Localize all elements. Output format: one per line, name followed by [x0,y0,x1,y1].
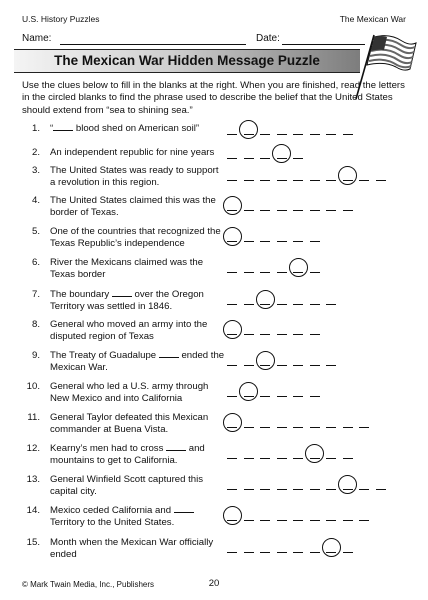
answer-blank[interactable] [343,427,353,428]
clue-text: General who led a U.S. army through New Mexico and into California [50,381,209,404]
answer-blanks[interactable] [227,497,417,523]
answer-blank[interactable] [293,520,303,521]
clue-number: 11. [27,412,40,423]
clue-text: The United States was ready to support a revolution in this region. [50,165,219,188]
clue-text-before: Mexico ceded California and [50,505,174,516]
clue-text: General Taylor defeated this Mexican commander at Buena Vista. [50,412,209,435]
answer-blank[interactable] [310,489,320,490]
clue-number: 10. [26,381,40,392]
answer-blank[interactable] [244,427,254,428]
answer-blank[interactable] [326,489,336,490]
answer-blanks[interactable] [227,342,417,368]
clue-number: 3. [31,165,40,176]
clue-text: River the Mexicans claimed was the Texas border [50,257,204,280]
answer-blank[interactable] [227,365,237,366]
answer-blank[interactable] [260,458,270,459]
answer-blank[interactable] [326,304,336,305]
clue-text-before: Kearny’s men had to cross [50,443,167,454]
answer-blank[interactable] [260,552,270,553]
clue-text-after: blood shed on American soil” [73,123,200,134]
clue-text: One of the countries that recognized the Texas Republic’s independence [50,226,221,249]
answer-blank[interactable] [227,458,237,459]
answer-blank[interactable] [244,552,254,553]
clue-text-before: The boundary [50,289,112,300]
answer-blank[interactable] [244,241,254,242]
answer-blank[interactable] [293,334,303,335]
answer-blank[interactable] [227,489,237,490]
answer-blank[interactable] [310,396,320,397]
answer-blank[interactable] [244,489,254,490]
answer-blank[interactable] [244,458,254,459]
date-label: Date: [256,33,280,44]
answer-blanks[interactable] [227,466,417,492]
clue-text [50,350,226,373]
inline-blank [174,505,194,513]
circled-blank[interactable] [239,382,258,401]
answer-blank[interactable] [326,210,336,211]
clue-text [50,123,226,135]
clue-text: Month when the Mexican War officially ended [50,537,214,560]
answer-blank[interactable] [277,458,287,459]
answer-blanks[interactable] [227,404,417,430]
clue-number: 1. [31,123,40,134]
header-right: The Mexican War [339,14,406,24]
page-title: The Mexican War Hidden Message Puzzle [54,53,320,68]
answer-blanks[interactable] [227,111,417,137]
answer-blank[interactable] [260,210,270,211]
answer-blank[interactable] [244,520,254,521]
answer-blanks[interactable] [227,311,417,337]
answer-blank[interactable] [293,489,303,490]
answer-blank[interactable] [244,365,254,366]
answer-blank[interactable] [277,334,287,335]
clue-number: 14. [26,505,40,516]
answer-blank[interactable] [326,520,336,521]
page-number: 20 [208,578,220,589]
answer-blank[interactable] [293,552,303,553]
clue-number: 6. [31,257,40,268]
answer-blank[interactable] [277,365,287,366]
answer-blank[interactable] [260,427,270,428]
answer-blank[interactable] [293,427,303,428]
answer-blank[interactable] [227,304,237,305]
answer-blank[interactable] [293,458,303,459]
answer-blank[interactable] [310,304,320,305]
circled-blank[interactable] [223,196,242,215]
circled-blank[interactable] [223,413,242,432]
answer-blank[interactable] [343,210,353,211]
inline-blank [112,289,132,297]
answer-blank[interactable] [310,334,320,335]
answer-blanks[interactable] [227,373,417,399]
instructions-text: Use the clues below to fill in the blanks at the right. When you are finished, read the letters in the circled blanks to find the phrase used to describe the belief that the United States should extend from “sea to shining sea.” [22,80,405,116]
answer-blank[interactable] [326,427,336,428]
circled-blank[interactable] [223,506,242,525]
answer-blank[interactable] [376,180,386,181]
answer-blank[interactable] [260,180,270,181]
name-line[interactable] [60,44,246,45]
copyright-text: © Mark Twain Media, Inc., Publishers [22,580,155,589]
answer-blanks[interactable] [227,435,417,461]
answer-blank[interactable] [310,272,320,273]
clue-text [50,505,226,528]
answer-blank[interactable] [277,304,287,305]
answer-blank[interactable] [359,180,369,181]
answer-blank[interactable] [244,272,254,273]
answer-blank[interactable] [326,180,336,181]
clue-number: 4. [31,195,40,206]
clue-number: 13. [26,474,40,485]
answer-blank[interactable] [260,241,270,242]
circled-blank[interactable] [338,475,357,494]
answer-blanks[interactable] [227,187,417,213]
answer-blank[interactable] [293,180,303,181]
inline-blank [159,350,179,358]
clue-text-before: “ [50,123,54,134]
circled-blank[interactable] [256,351,275,370]
clue-text: General who moved an army into the disputed region of Texas [50,319,208,342]
clue-number: 8. [31,319,40,330]
answer-blank[interactable] [277,489,287,490]
clue-number: 2. [31,147,40,158]
answer-blank[interactable] [244,210,254,211]
answer-blank[interactable] [359,427,369,428]
answer-blank[interactable] [277,427,287,428]
answer-blank[interactable] [376,489,386,490]
answer-blank[interactable] [293,365,303,366]
answer-blank[interactable] [227,180,237,181]
circled-blank[interactable] [338,166,357,185]
clue-text [50,443,226,466]
clue-number: 5. [31,226,40,237]
answer-blank[interactable] [227,272,237,273]
circled-blank[interactable] [256,290,275,309]
answer-blank[interactable] [277,241,287,242]
answer-blank[interactable] [244,334,254,335]
clue-text-before: The Treaty of Guadalupe [50,350,159,361]
circled-blank[interactable] [223,227,242,246]
answer-blank[interactable] [310,241,320,242]
clue-text-after: Territory to the United States. [50,516,175,528]
answer-blanks[interactable] [227,157,417,183]
answer-blanks[interactable] [227,281,417,307]
answer-blank[interactable] [260,272,270,273]
header-left: U.S. History Puzzles [22,14,100,24]
answer-blank[interactable] [359,489,369,490]
answer-blank[interactable] [227,552,237,553]
clue-text: General Winfield Scott captured this capital city. [50,474,204,497]
answer-blank[interactable] [343,520,353,521]
inline-blank [53,123,73,131]
name-label: Name: [22,33,52,44]
answer-blank[interactable] [260,396,270,397]
circled-blank[interactable] [305,444,324,463]
answer-blanks[interactable] [227,218,417,244]
answer-blank[interactable] [326,365,336,366]
answer-blank[interactable] [310,210,320,211]
answer-blank[interactable] [293,241,303,242]
clue-text-after: ended the Mexican War. [50,350,225,373]
answer-blank[interactable] [260,489,270,490]
clue-number: 12. [26,443,40,454]
answer-blank[interactable] [293,210,303,211]
clue-text-after: and mountains to get to California. [50,443,205,466]
answer-blank[interactable] [260,334,270,335]
answer-blank[interactable] [310,552,320,553]
answer-blank[interactable] [277,272,287,273]
answer-blank[interactable] [277,210,287,211]
circled-blank[interactable] [223,320,242,339]
clue-number: 7. [31,289,40,300]
answer-blank[interactable] [277,552,287,553]
answer-blank[interactable] [343,458,353,459]
inline-blank [166,443,186,451]
circled-blank[interactable] [322,538,341,557]
answer-blank[interactable] [310,365,320,366]
answer-blank[interactable] [293,304,303,305]
clue-text: The United States claimed this was the border of Texas. [50,195,216,218]
answer-blank[interactable] [227,396,237,397]
clue-text [50,289,226,312]
answer-blank[interactable] [343,552,353,553]
clue-text: An independent republic for nine years [50,147,215,158]
answer-blanks[interactable] [227,249,417,275]
answer-blanks[interactable] [227,529,417,555]
answer-blank[interactable] [244,304,254,305]
answer-blank[interactable] [260,520,270,521]
answer-blank[interactable] [277,396,287,397]
clue-text-after: over the Oregon Territory was settled in 1846. [50,289,204,312]
answer-blank[interactable] [310,180,320,181]
answer-blank[interactable] [310,427,320,428]
answer-blank[interactable] [277,180,287,181]
title-banner [14,49,360,73]
answer-blank[interactable] [277,520,287,521]
answer-blank[interactable] [359,520,369,521]
clue-number: 9. [31,350,40,361]
circled-blank[interactable] [289,258,308,277]
answer-blank[interactable] [244,180,254,181]
clue-number: 15. [26,537,40,548]
answer-blank[interactable] [326,458,336,459]
answer-blank[interactable] [310,520,320,521]
answer-blank[interactable] [293,396,303,397]
